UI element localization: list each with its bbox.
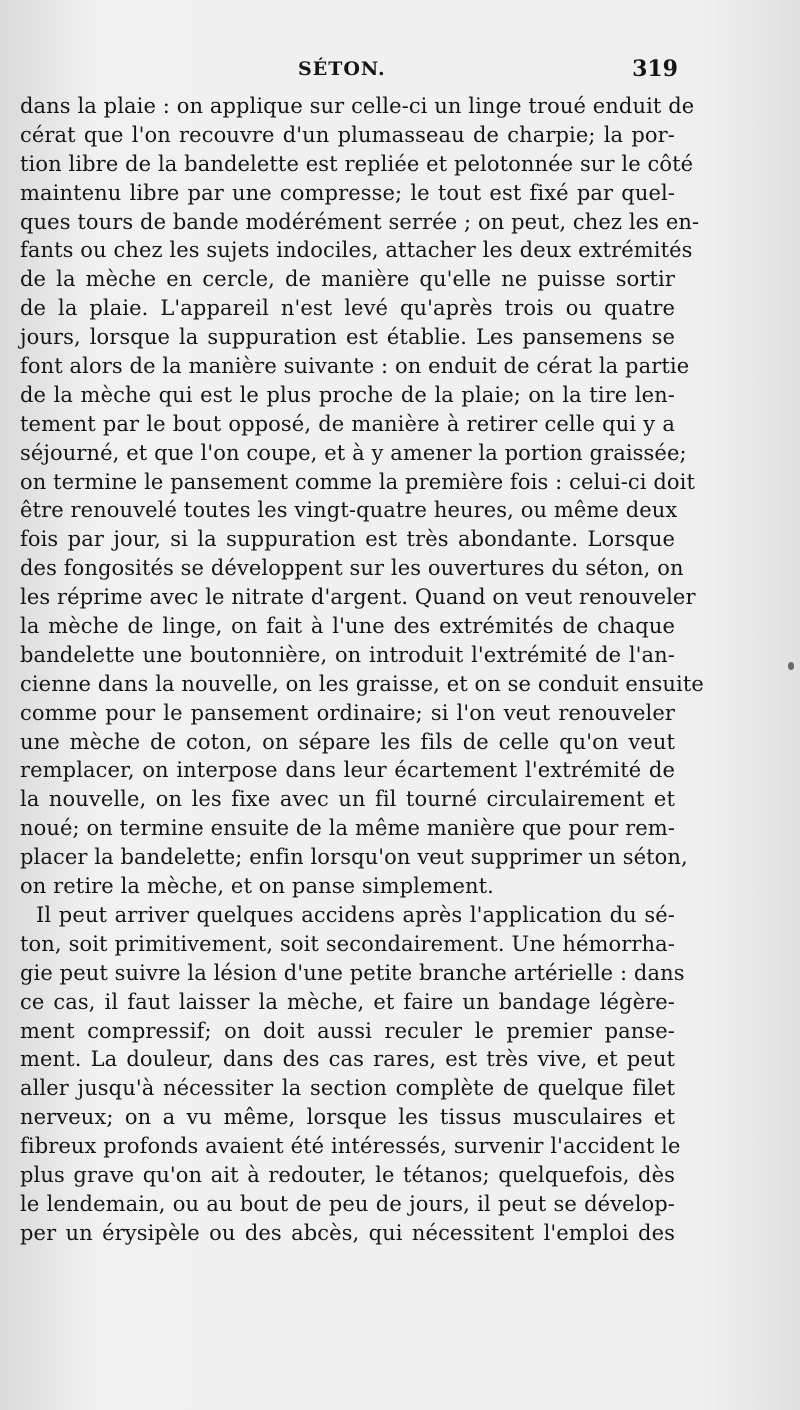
text-line: cérat que l'on recouvre d'un plumasseau de charpie; la por- xyxy=(20,122,675,147)
text-line: de la plaie. L'appareil n'est levé qu'après trois ou quatre xyxy=(20,296,675,321)
text-line: remplacer, on interpose dans leur écartement l'extrémité de xyxy=(20,758,675,783)
running-head: SÉTON. xyxy=(298,58,386,80)
text-line: tement par le bout opposé, de manière à retirer celle qui y a xyxy=(20,411,675,436)
text-line: de la mèche en cercle, de manière qu'elle ne puisse sortir xyxy=(20,267,675,292)
text-line: fois par jour, si la suppuration est très abondante. Lorsque xyxy=(20,527,675,552)
text-line: la mèche de linge, on fait à l'une des extrémités de chaque xyxy=(20,614,675,639)
text-line: tion libre de la bandelette est repliée et pelotonnée sur le côté xyxy=(20,151,694,176)
text-line: nerveux; on a vu même, lorsque les tissus musculaires et xyxy=(20,1105,675,1130)
text-line: la nouvelle, on les fixe avec un fil tourné circulairement et xyxy=(20,787,675,812)
ink-blot xyxy=(788,662,794,670)
text-line: maintenu libre par une compresse; le tout est fixé par quel- xyxy=(20,180,675,205)
text-line: ment. La douleur, dans des cas rares, est très vive, et peut xyxy=(20,1047,675,1072)
text-line: Il peut arriver quelques accidens après l'application du sé- xyxy=(36,902,675,927)
text-line: le lendemain, ou au bout de peu de jours, il peut se dévelop- xyxy=(20,1191,675,1216)
text-line: ment compressif; on doit aussi reculer le premier panse- xyxy=(20,1018,675,1043)
page-header xyxy=(0,58,800,88)
text-line: aller jusqu'à nécessiter la section complète de quelque filet xyxy=(20,1076,675,1101)
text-line: des fongosités se développent sur les ouvertures du séton, on xyxy=(20,556,684,581)
text-line: noué; on termine ensuite de la même manière que pour rem- xyxy=(20,816,676,841)
text-line: être renouvelé toutes les vingt-quatre heures, ou même deux xyxy=(20,498,678,523)
text-line: ques tours de bande modérément serrée ; on peut, chez les en- xyxy=(20,209,700,234)
text-line: de la mèche qui est le plus proche de la plaie; on la tire len- xyxy=(20,382,675,407)
text-line: jours, lorsque la suppuration est établie. Les pansemens se xyxy=(20,325,675,350)
text-line: fibreux profonds avaient été intéressés, survenir l'accident le xyxy=(20,1134,681,1159)
text-line: comme pour le pansement ordinaire; si l'on veut renouveler xyxy=(20,700,675,725)
body-text xyxy=(20,92,704,1248)
text-line: on retire la mèche, et on panse simplement. xyxy=(20,874,494,899)
text-line: ce cas, il faut laisser la mèche, et faire un bandage légère- xyxy=(20,989,675,1014)
text-line: cienne dans la nouvelle, on les graisse, et on se conduit ensuite xyxy=(20,671,704,696)
text-line: bandelette une boutonnière, on introduit l'extrémité de l'an- xyxy=(20,642,675,667)
page-number: 319 xyxy=(632,56,678,82)
text-line: dans la plaie : on applique sur celle-ci un linge troué enduit de xyxy=(20,94,695,118)
text-line: per un érysipèle ou des abcès, qui nécessitent l'emploi des xyxy=(20,1220,675,1245)
text-line: fants ou chez les sujets indociles, attacher les deux extrémités xyxy=(20,238,693,263)
text-line: font alors de la manière suivante : on enduit de cérat la partie xyxy=(20,354,690,379)
text-line: les réprime avec le nitrate d'argent. Quand on veut renouveler xyxy=(20,585,696,610)
text-line: séjourné, et que l'on coupe, et à y amener la portion graissée; xyxy=(20,440,687,465)
text-line: plus grave qu'on ait à redouter, le tétanos; quelquefois, dès xyxy=(20,1162,675,1187)
text-line: ton, soit primitivement, soit secondairement. Une hémorrha- xyxy=(20,931,675,956)
text-line: on termine le pansement comme la première fois : celui-ci doit xyxy=(20,469,696,494)
text-line: une mèche de coton, on sépare les fils de celle qu'on veut xyxy=(20,729,675,754)
text-line: gie peut suivre la lésion d'une petite branche artérielle : dans xyxy=(20,960,685,985)
text-line: placer la bandelette; enfin lorsqu'on veut supprimer un séton, xyxy=(20,845,688,870)
